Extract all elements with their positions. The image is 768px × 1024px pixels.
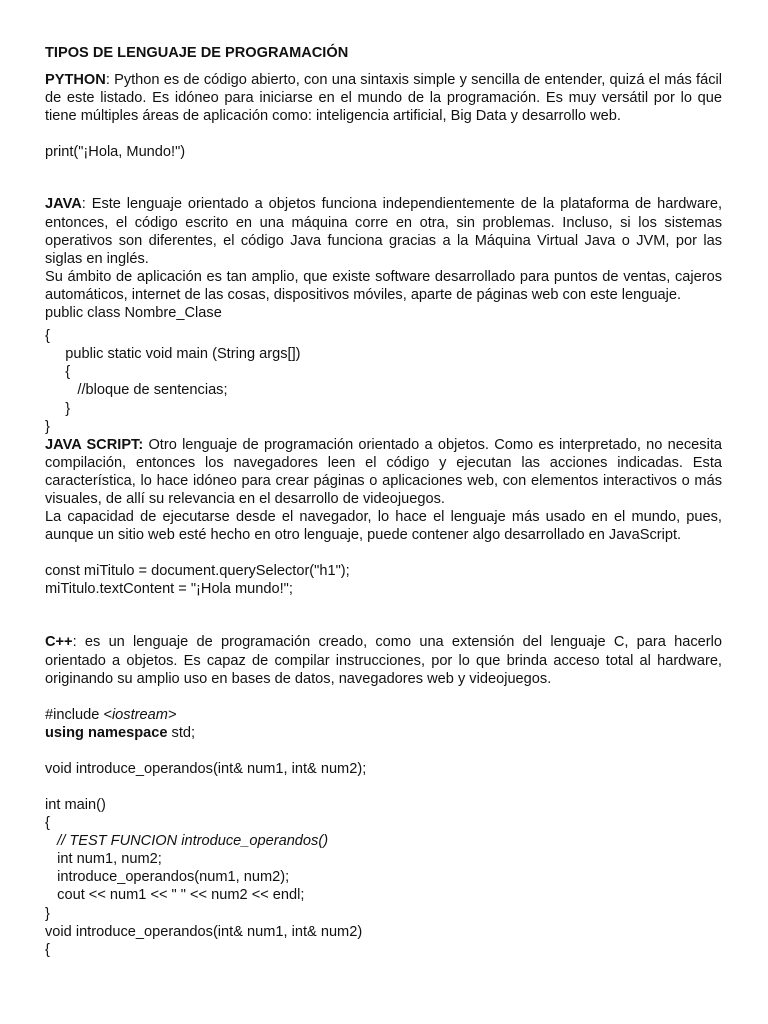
python-heading: PYTHON bbox=[45, 72, 106, 89]
cpp-using-rest: std; bbox=[167, 724, 196, 741]
cpp-body-line: introduce_operandos(num1, num2); bbox=[45, 869, 290, 886]
cpp-comment: // TEST FUNCION introduce_operandos() bbox=[45, 833, 329, 850]
java-code-line: public static void main (String args[]) bbox=[45, 346, 301, 363]
python-code-line: print("¡Hola, Mundo!") bbox=[45, 144, 186, 161]
javascript-paragraph bbox=[45, 436, 722, 508]
java-text: : Este lenguaje orientado a objetos funciona independientemente de la plataforma de hardware, entonces, el código escrito en una máquina corre en otra, sin problemas. Incluso, si los sistemas operativos son diferentes, el código Java funciona gracias a la Máquina Virtual Java o JVM, por las siglas en inglés. bbox=[45, 196, 722, 267]
cpp-brace-close: } bbox=[45, 905, 50, 922]
cpp-heading: C++ bbox=[45, 634, 73, 651]
cpp-using-keyword: using namespace bbox=[45, 724, 168, 741]
cpp-body-line: cout << num1 << " " << num2 << endl; bbox=[45, 887, 305, 904]
python-text: : Python es de código abierto, con una sintaxis simple y sencilla de entender, quizá el más fácil de este listado. Es idóneo para iniciarse en el mundo de la programación. Es muy versátil por lo que tiene múltiples áreas de aplicación como: inteligencia artificial, Big Data y desarrollo web. bbox=[45, 72, 722, 125]
java-paragraph-2: Su ámbito de aplicación es tan amplio, que existe software desarrollado para puntos de ventas, cajeros automáticos, internet de las cosas, dispositivos móviles, aparte de páginas web con este lenguaje. bbox=[45, 268, 722, 303]
cpp-text: : es un lenguaje de programación creado, como una extensión del lenguaje C, para hacerlo orientado a objetos. Es capaz de compilar instrucciones, por lo que brinda acceso total al hardware, originando su amplio uso en bases de datos, navegadores web y videojuegos. bbox=[45, 634, 722, 687]
document-page bbox=[45, 44, 722, 959]
cpp-include-lib: <iostream> bbox=[103, 706, 177, 723]
cpp-paragraph bbox=[45, 633, 722, 687]
cpp-function-signature: void introduce_operandos(int& num1, int& num2) bbox=[45, 923, 363, 940]
java-code-class: public class Nombre_Clase bbox=[45, 305, 222, 322]
cpp-main-signature: int main() bbox=[45, 797, 106, 813]
cpp-include-line bbox=[45, 706, 722, 724]
java-code-line: } bbox=[45, 400, 71, 417]
java-code-line: { bbox=[45, 328, 50, 345]
cpp-brace-open: { bbox=[45, 815, 50, 832]
java-code-line: //bloque de sentencias; bbox=[45, 382, 228, 399]
cpp-body-line: int num1, num2; bbox=[45, 851, 162, 868]
document-title: TIPOS DE LENGUAJE DE PROGRAMACIÓN bbox=[45, 45, 349, 61]
cpp-function-brace-open: { bbox=[45, 941, 50, 958]
python-paragraph bbox=[45, 71, 722, 125]
cpp-using-line bbox=[45, 724, 722, 742]
javascript-heading: JAVA SCRIPT: bbox=[45, 436, 144, 453]
cpp-include-prefix: #include bbox=[45, 706, 104, 723]
java-heading: JAVA bbox=[45, 196, 82, 213]
javascript-paragraph-2: La capacidad de ejecutarse desde el navegador, lo hace el lenguaje más usado en el mundo, pues, aunque un sitio web esté hecho en otro lenguaje, puede contener algo desarrollado en JavaScript. bbox=[45, 509, 722, 544]
cpp-declaration: void introduce_operandos(int& num1, int& num2); bbox=[45, 760, 367, 777]
javascript-text: Otro lenguaje de programación orientado a objetos. Como es interpretado, no necesita compilación, entonces los navegadores leen el código y ejecutan las acciones indicadas. Esta característica, lo hace idóneo para crear páginas o aplicaciones web, con elementos interactivos o más visuales, de allí su relevancia en el desarrollo de videojuegos. bbox=[45, 436, 723, 507]
javascript-code-line: const miTitulo = document.querySelector("h1"); bbox=[45, 563, 350, 580]
java-code-line: { bbox=[45, 364, 71, 381]
javascript-code-line: miTitulo.textContent = "¡Hola mundo!"; bbox=[45, 581, 293, 598]
java-code-line: } bbox=[45, 418, 50, 435]
java-paragraph bbox=[45, 195, 722, 267]
